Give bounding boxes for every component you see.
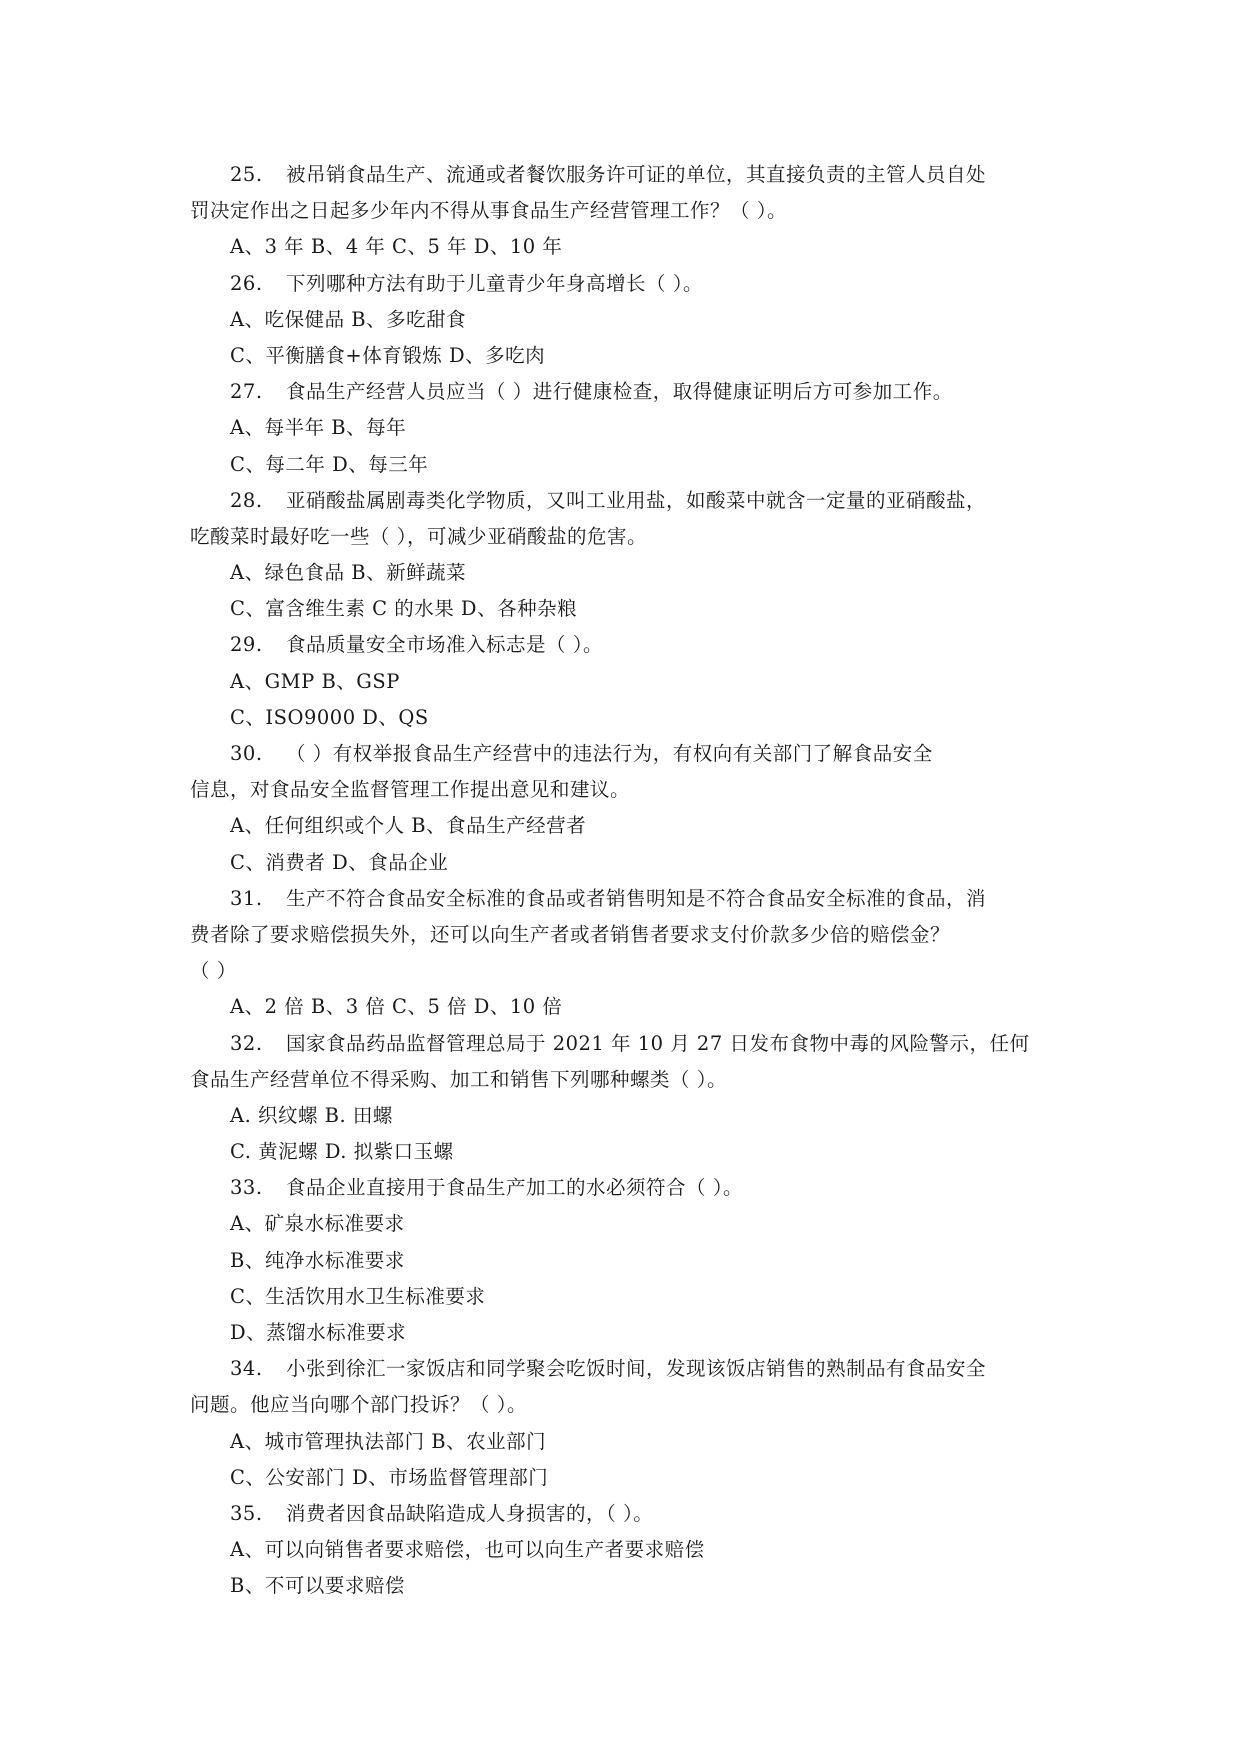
question-number: 28. — [230, 488, 263, 512]
question-text: 国家食品药品监督管理总局于 2021 年 10 月 27 日发布食物中毒的风险警示，任何 — [286, 1031, 1030, 1055]
answer-options: C、生活饮用水卫生标准要求 — [230, 1284, 486, 1308]
question-stem — [190, 1170, 1060, 1206]
answer-options: C、富含维生素 C 的水果 D、各种杂粮 — [230, 597, 578, 621]
answer-options: C、每二年 D、每三年 — [230, 452, 429, 476]
question-number: 31. — [230, 886, 263, 910]
answer-options: A、矿泉水标准要求 — [230, 1212, 405, 1236]
answer-options: A、吃保健品 B、多吃甜食 — [230, 307, 467, 331]
question-list — [190, 157, 1060, 1605]
answer-options: A、3 年 B、4 年 C、5 年 D、10 年 — [230, 235, 563, 259]
question-stem — [190, 627, 1060, 663]
question-continuation: 信息，对食品安全监督管理工作提出意见和建议。 — [190, 778, 631, 802]
question-text: 食品质量安全市场准入标志是（ ）。 — [286, 633, 603, 657]
question-number: 25. — [230, 163, 263, 186]
question-text: 食品生产经营人员应当（ ）进行健康检查，取得健康证明后方可参加工作。 — [286, 380, 953, 404]
question-text: 小张到徐汇一家饭店和同学聚会吃饭时间，发现该饭店销售的熟制品有食品安全 — [286, 1357, 987, 1381]
question-continuation: 食品生产经营单位不得采购、加工和销售下列哪种螺类（ ）。 — [190, 1067, 727, 1091]
question-text: 亚硝酸盐属剧毒类化学物质，又叫工业用盐，如酸菜中就含一定量的亚硝酸盐， — [286, 488, 987, 512]
question-number: 32. — [230, 1031, 263, 1055]
question-continuation: （ ） — [190, 959, 237, 983]
question-stem — [190, 157, 1060, 193]
answer-options: B、纯净水标准要求 — [230, 1248, 405, 1272]
question-text: 食品企业直接用于食品生产加工的水必须符合（ ）。 — [286, 1176, 743, 1200]
question-continuation: 问题。他应当向哪个部门投诉？（ ）。 — [190, 1393, 527, 1417]
answer-options: C、消费者 D、食品企业 — [230, 850, 449, 874]
answer-options: C. 黄泥螺 D. 拟紫口玉螺 — [230, 1140, 454, 1164]
question-continuation: 费者除了要求赔偿损失外，还可以向生产者或者销售者要求支付价款多少倍的赔偿金？ — [190, 922, 951, 946]
answer-options: A、2 倍 B、3 倍 C、5 倍 D、10 倍 — [230, 995, 563, 1019]
question-stem — [190, 881, 1060, 917]
question-number: 34. — [230, 1357, 263, 1381]
answer-options: D、蒸馏水标准要求 — [230, 1321, 407, 1344]
question-text: 下列哪种方法有助于儿童青少年身高增长（ ）。 — [286, 271, 703, 295]
question-number: 35. — [230, 1501, 263, 1525]
question-stem — [190, 374, 1060, 410]
answer-options: A、绿色食品 B、新鲜蔬菜 — [230, 561, 467, 585]
question-text: 消费者因食品缺陷造成人身损害的，（ ）。 — [286, 1501, 654, 1525]
answer-options: A. 织纹螺 B. 田螺 — [230, 1103, 393, 1127]
question-stem — [190, 266, 1060, 302]
answer-options: B、不可以要求赔偿 — [230, 1574, 405, 1598]
question-text: 生产不符合食品安全标准的食品或者销售明知是不符合食品安全标准的食品，消 — [286, 886, 987, 910]
answer-options: C、平衡膳食+体育锻炼 D、多吃肉 — [230, 343, 546, 367]
question-continuation: 吃酸菜时最好吃一些（ ），可减少亚硝酸盐的危害。 — [190, 524, 647, 548]
answer-options: A、每半年 B、每年 — [230, 416, 407, 440]
question-number: 26. — [230, 271, 263, 295]
question-stem — [190, 1496, 1060, 1532]
question-stem — [190, 1026, 1060, 1062]
question-stem — [190, 1351, 1060, 1387]
question-text: 被吊销食品生产、流通或者餐饮服务许可证的单位，其直接负责的主管人员自处 — [286, 163, 987, 186]
question-stem — [190, 483, 1060, 519]
question-stem — [190, 736, 1060, 772]
question-text: （ ）有权举报食品生产经营中的违法行为，有权向有关部门了解食品安全 — [286, 742, 933, 765]
answer-options: A、城市管理执法部门 B、农业部门 — [230, 1429, 547, 1453]
answer-options: A、GMP B、GSP — [230, 669, 400, 693]
question-continuation: 罚决定作出之日起多少年内不得从事食品生产经营管理工作？（ ）。 — [190, 199, 787, 223]
answer-options: C、ISO9000 D、QS — [230, 705, 429, 729]
question-number: 27. — [230, 380, 263, 404]
question-number: 29. — [230, 633, 263, 657]
answer-options: A、可以向销售者要求赔偿，也可以向生产者要求赔偿 — [230, 1538, 705, 1562]
answer-options: A、任何组织或个人 B、食品生产经营者 — [230, 814, 587, 838]
question-number: 30. — [230, 742, 263, 765]
answer-options: C、公安部门 D、市场监督管理部门 — [230, 1465, 549, 1489]
question-number: 33. — [230, 1176, 263, 1200]
